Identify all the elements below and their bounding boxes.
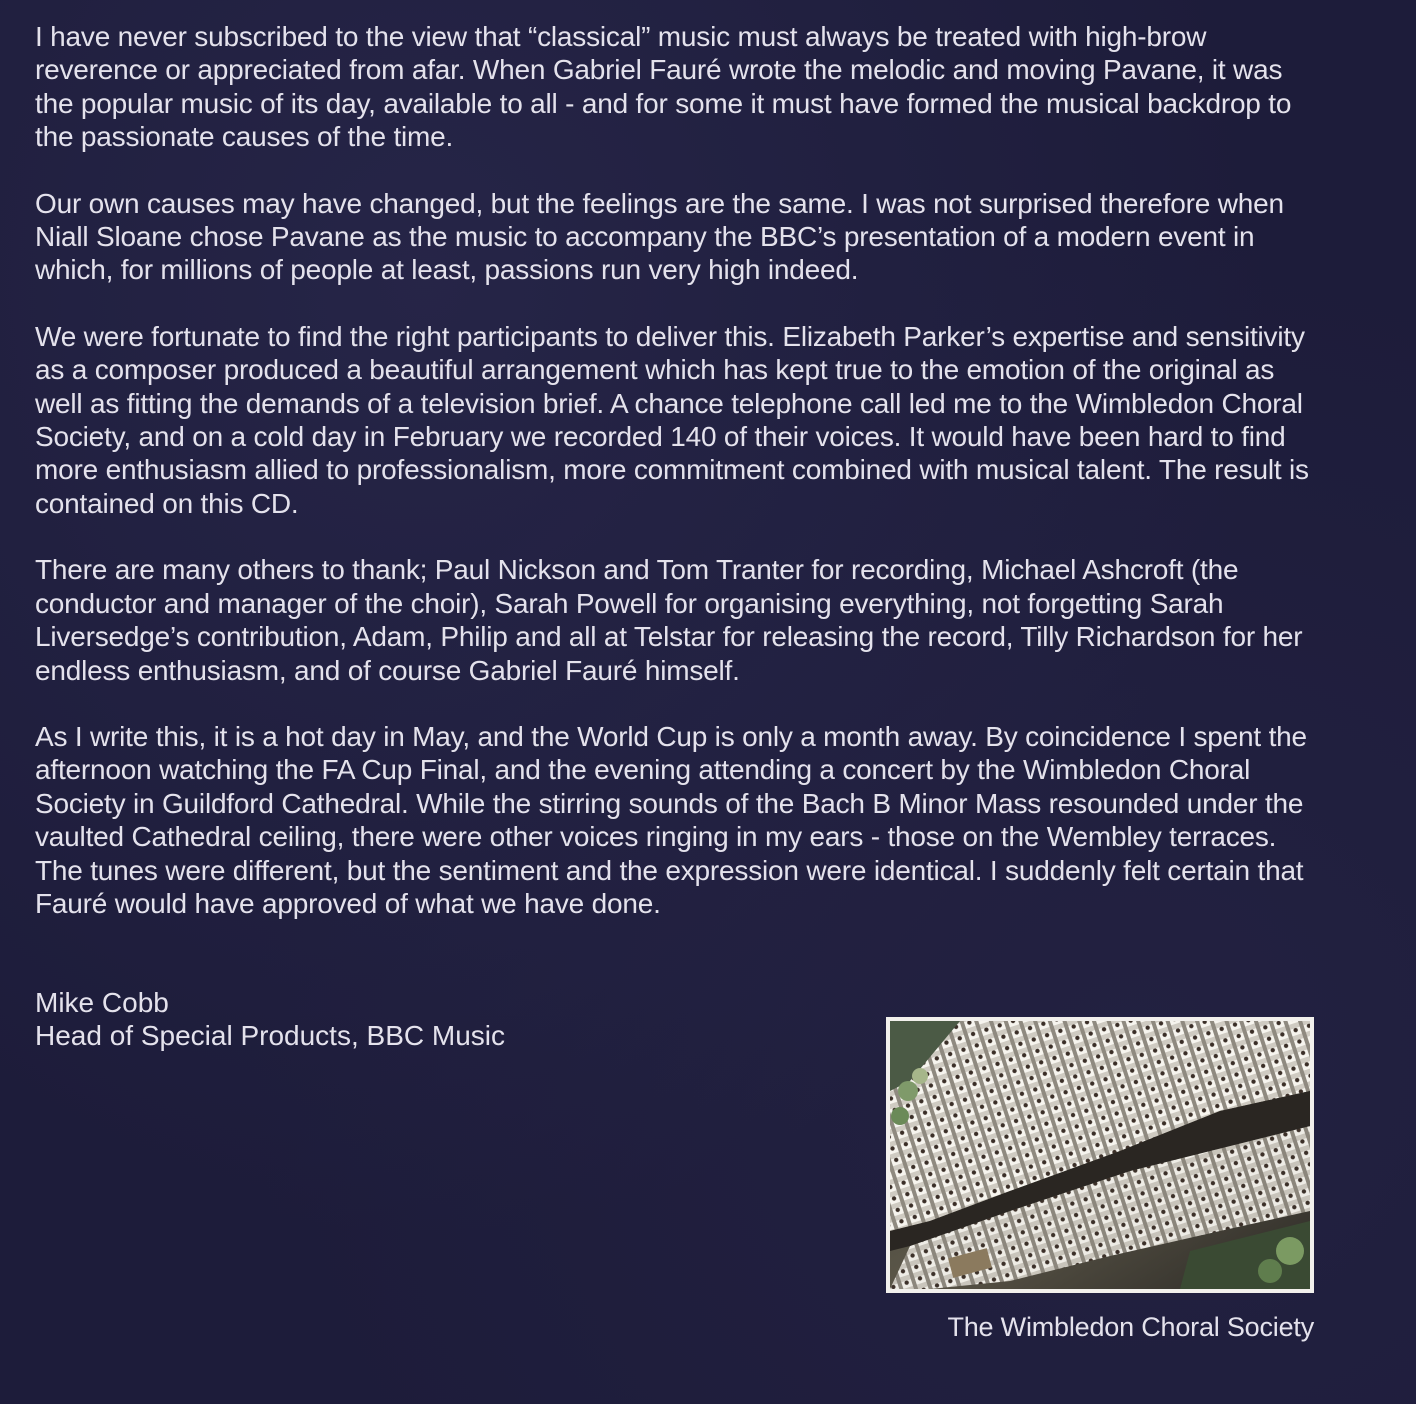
choir-photo-icon [890,1021,1310,1289]
liner-notes-body [35,20,1315,953]
paragraph-1: I have never subscribed to the view that “classical” music must always be treated with high-brow reverence or appreciated from afar. When Gabriel Fauré wrote the melodic and moving Pavane, it was the popular music of its day, available to all - and for some it must have formed the musical backdrop to the passionate causes of the time. [35,21,1292,153]
paragraph-4: There are many others to thank; Paul Nickson and Tom Tranter for recording, Michael Ashcroft (the conductor and manager of the choir), Sarah Powell for organising everything, not forgetting Sarah Liversedge’s contribution, Adam, Philip and all at Telstar for releasing the record, Tilly Richardson for her endless enthusiasm, and of course Gabriel Fauré himself. [35,554,1303,686]
photo-caption: The Wimbledon Choral Society [947,1312,1314,1342]
photo-frame [886,1017,1314,1293]
author-name: Mike Cobb [35,987,169,1018]
paragraph-2: Our own causes may have changed, but the feelings are the same. I was not surprised therefore when Niall Sloane chose Pavane as the music to accompany the BBC’s presentation of a modern event in which, for millions of people at least, passions run very high indeed. [35,187,1284,286]
signature-block [35,986,505,1053]
author-role: Head of Special Products, BBC Music [35,1020,505,1052]
paragraph-5: As I write this, it is a hot day in May, and the World Cup is only a month away. By coincidence I spent the afternoon watching the FA Cup Final, and the evening attending a concert by the Wimbledon Choral Society in Guildford Cathedral. While the stirring sounds of the Bach B Minor Mass resounded under the vaulted Cathedral ceiling, there were other voices ringing in my ears - those on the Wembley terraces. The tunes were different, but the sentiment and the expression were identical. I suddenly felt certain that Fauré would have approved of what we have done. [35,720,1307,919]
paragraph-3: We were fortunate to find the right participants to deliver this. Elizabeth Parker’s expertise and sensitivity as a composer produced a beautiful arrangement which has kept true to the emotion of the original as well as fitting the demands of a television brief. A chance telephone call led me to the Wimbledon Choral Society, and on a cold day in February we recorded 140 of their voices. It would have been hard to find more enthusiasm allied to professionalism, more commitment combined with musical talent. The result is contained on this CD. [35,320,1309,519]
